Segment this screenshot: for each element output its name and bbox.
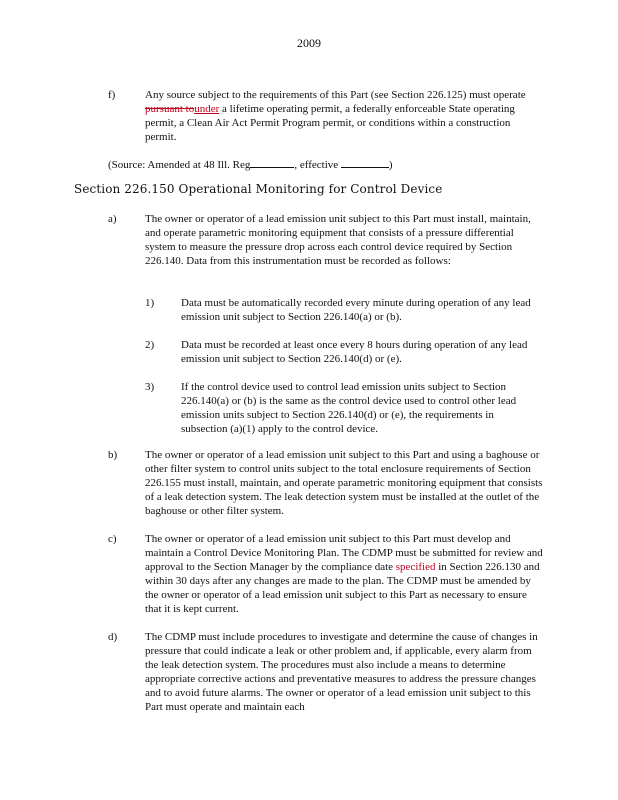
- subsection-c-text-before: The owner or operator of a lead emission unit subject to this Part must develop and maintain a Control Device Monitoring Plan. The CDMP must be submitted for review and approval to the Section Manager by the compliance date: [145, 533, 543, 573]
- inserted-text: under: [194, 103, 220, 115]
- deleted-text: pursuant to: [145, 103, 195, 115]
- subsection-d-text: The CDMP must include procedures to investigate and determine the cause of changes in pressure that could indicate a leak or other problem and, if applicable, every alarm from the leak detection system. The procedures must also include a means to determine appropriate corrective actions and preventative measures to address the pressure changes and to avoid future alarms. The owner or operator of a lead emission unit subject to this Part must operate and maintain each: [145, 631, 538, 713]
- item-3-text: If the control device used to control lead emission units subject to Section 226.140(a) or (b) is the same as the control device used to control other lead emission units subject to Section 226.140(d) or (e), the requirements in subsection (a)(1) apply to the control device.: [181, 381, 517, 435]
- section-heading: Section 226.150 Operational Monitoring for Control Device: [74, 182, 443, 196]
- subsection-f-text: [145, 88, 543, 144]
- subsection-f-label: f): [108, 89, 116, 101]
- subsection-f-text-before: Any source subject to the requirements of this Part (see Section 226.125) must operate: [145, 89, 526, 101]
- register-blank: [250, 156, 294, 168]
- subsection-c-label: c): [108, 533, 117, 545]
- item-3-label: 3): [145, 381, 155, 393]
- source-suffix: ): [388, 159, 393, 171]
- item-2-label: 2): [145, 339, 155, 351]
- source-note: [108, 156, 528, 172]
- subsection-b-text: The owner or operator of a lead emission unit subject to this Part and using a baghouse or other filter system to control units subject to the total enclosure requirements of Section 226.155 must install, maintain, and operate parametric monitoring equipment that consists of a leak detection system. The leak detection system must be installed at the outlet of the baghouse or other filter system.: [145, 449, 543, 517]
- subsection-b-label: b): [108, 449, 118, 461]
- effective-date-blank: [341, 156, 389, 168]
- specified-word: specified: [395, 561, 436, 573]
- subsection-a-text: The owner or operator of a lead emission unit subject to this Part must install, maintain, and operate parametric monitoring equipment that consists of a pressure differential system to measure the pressure drop across each control device required by Section 226.140. Data from this instrumentation must be recorded as follows:: [145, 213, 531, 267]
- item-1-text: Data must be automatically recorded every minute during operation of any lead emission unit subject to Section 226.140(a) or (b).: [181, 297, 531, 323]
- source-middle: , effective: [294, 159, 341, 171]
- subsection-d-label: d): [108, 631, 118, 643]
- subsection-a-label: a): [108, 213, 117, 225]
- source-prefix: (Source: Amended at 48 Ill. Reg: [108, 159, 251, 171]
- item-2-text: Data must be recorded at least once every 8 hours during operation of any lead emission unit subject to Section 226.140(d) or (e).: [181, 339, 528, 365]
- item-1-label: 1): [145, 297, 155, 309]
- subsection-c-text-after: in Section 226.130 and within 30 days after any changes are made to the plan. The CDMP must be amended by the owner or operator of a lead emission unit subject to this Part as necessary to ensure that it is kept current.: [145, 561, 540, 615]
- page-header-year: 2009: [297, 36, 321, 50]
- subsection-c-text: [145, 532, 543, 616]
- subsection-f-text-after: a lifetime operating permit, a federally enforceable State operating permit, a Clean Air Act Permit Program permit, or conditions within a construction permit.: [145, 103, 515, 143]
